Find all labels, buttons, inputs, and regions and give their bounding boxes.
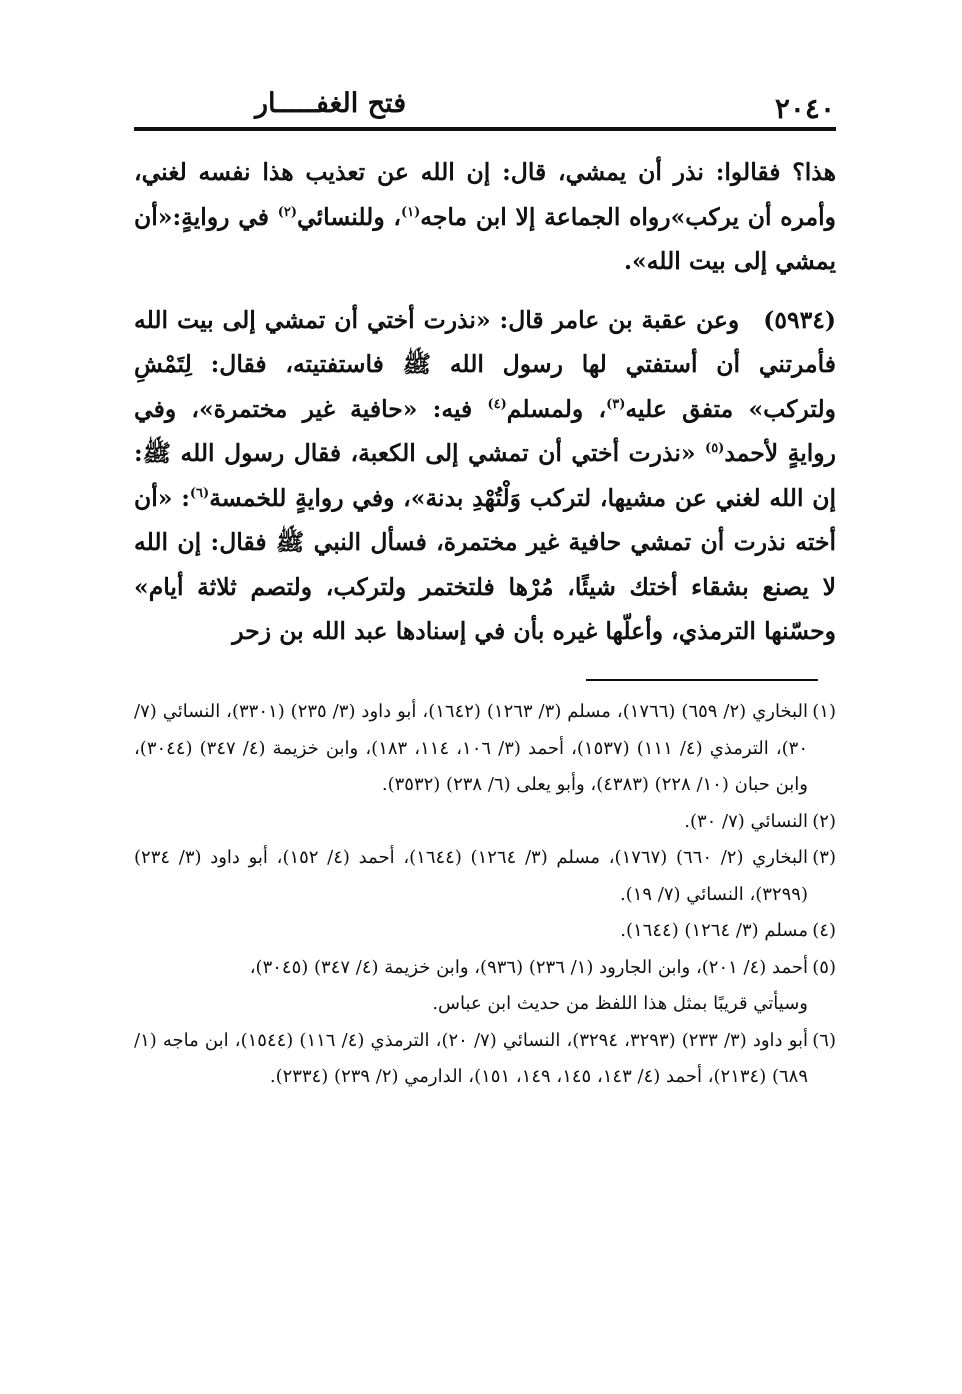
footnote-text: النسائي (٧/ ٣٠).	[684, 810, 808, 832]
footnote-1	[134, 694, 836, 804]
footnotes	[134, 694, 836, 1096]
footnote-number: (٢)	[812, 810, 836, 832]
footnote-3	[134, 840, 836, 913]
footnote-text: البخاري (٢/ ٦٦٠) (١٧٦٧)، مسلم (٣/ ١٢٦٤) (١٦٤٤)، أحمد (٤/ ١٥٢)، أبو داود (٣/ ٢٣٤) (٣٢٩٩)، النسائي (٧/ ١٩).	[134, 847, 808, 905]
header-divider	[134, 127, 836, 131]
footnote-number: (٦)	[812, 1029, 836, 1051]
footnote-text: أبو داود (٣/ ٢٣٣) (٣٢٩٣، ٣٢٩٤)، النسائي (٧/ ٢٠)، الترمذي (٤/ ١١٦) (١٥٤٤)، ابن ماجه (١/ ٦٨٩) (٢١٣٤)، أحمد (٤/ ١٤٣، ١٤٥، ١٤٩، ١٥١)، الدارمي (٢/ ٢٣٩) (٢٣٣٤).	[134, 1029, 809, 1087]
hadith-text: وعن عقبة بن عامر قال: «نذرت أختي أن تمشي إلى بيت الله فأمرتني أن أستفتي لها رسول الله ﷺ فاستفتيته، فقال: لِتَمْشِ ولتركب» متفق عليه$^{(٣)}$، ولمسلم$^{(٤)}$ فيه: «حافية غير مختمرة»، وفي روايةٍ لأحمد$^{(٥)}$ «نذرت أختي أن تمشي إلى الكعبة، فقال رسول الله ﷺ: إن الله لغني عن مشيها، لتركب وَلْتُهْدِ بدنة»، وفي روايةٍ للخمسة$^{(٦)}$: «أن أخته نذرت أن تمشي حافية غير مختمرة، فسأل النبي ﷺ فقال: إن الله لا يصنع بشقاء أختك شيئًا، مُرْها فلتختمر ولتركب، ولتصم ثلاثة أيام» وحسّنها الترمذي، وأعلّها غيره بأن في إسنادها عبد الله بن زحر	[134, 305, 837, 645]
footnote-number: (٤)	[812, 920, 836, 941]
footnote-2	[134, 804, 836, 841]
footnote-number: (٥)	[812, 956, 836, 978]
hadith-paragraph	[134, 298, 836, 654]
footnote-6	[134, 1023, 836, 1096]
footnote-divider	[586, 679, 818, 681]
hadith-number: (٥٩٣٤)	[763, 305, 836, 334]
main-text	[134, 150, 836, 654]
page-header	[135, 88, 835, 128]
footnote-number: (٣)	[812, 847, 836, 868]
footnote-4	[134, 913, 836, 950]
footnote-text: مسلم (٣/ ١٢٦٤) (١٦٤٤).	[620, 920, 808, 941]
footnote-5-continuation: وسيأتي قريبًا بمثل هذا اللفظ من حديث ابن عباس.	[432, 993, 808, 1014]
footnote-text: أحمد (٤/ ٢٠١)، وابن الجارود (١/ ٢٣٦) (٩٣٦)، وابن خزيمة (٤/ ٣٤٧) (٣٠٤٥)،	[249, 956, 808, 978]
footnote-text: البخاري (٢/ ٦٥٩) (١٧٦٦)، مسلم (٣/ ١٢٦٣) (١٦٤٢)، أبو داود (٣/ ٢٣٥) (٣٣٠١)، النسائي (٧/ ٣٠)، الترمذي (٤/ ١١١) (١٥٣٧)، أحمد (٣/ ١٠٦، ١١٤، ١٨٣)، وابن خزيمة (٤/ ٣٤٧) (٣٠٤٤)، وابن حبان (١٠/ ٢٢٨) (٤٣٨٣)، وأبو يعلى (٦/ ٢٣٨) (٣٥٣٢).	[134, 701, 809, 795]
footnote-number: (١)	[812, 701, 836, 722]
footnote-5	[134, 950, 836, 987]
running-title: فتح الغفـــــار	[255, 88, 407, 119]
page-number: ٢٠٤٠	[774, 92, 835, 125]
paragraph-continuation: هذا؟ فقالوا: نذر أن يمشي، قال: إن الله عن تعذيب هذا نفسه لغني، وأمره أن يركب»رواه الجماعة إلا ابن ماجه$^{(١)}$، وللنسائي$^{(٢)}$ في روايةٍ:«أن يمشي إلى بيت الله».	[134, 158, 836, 275]
